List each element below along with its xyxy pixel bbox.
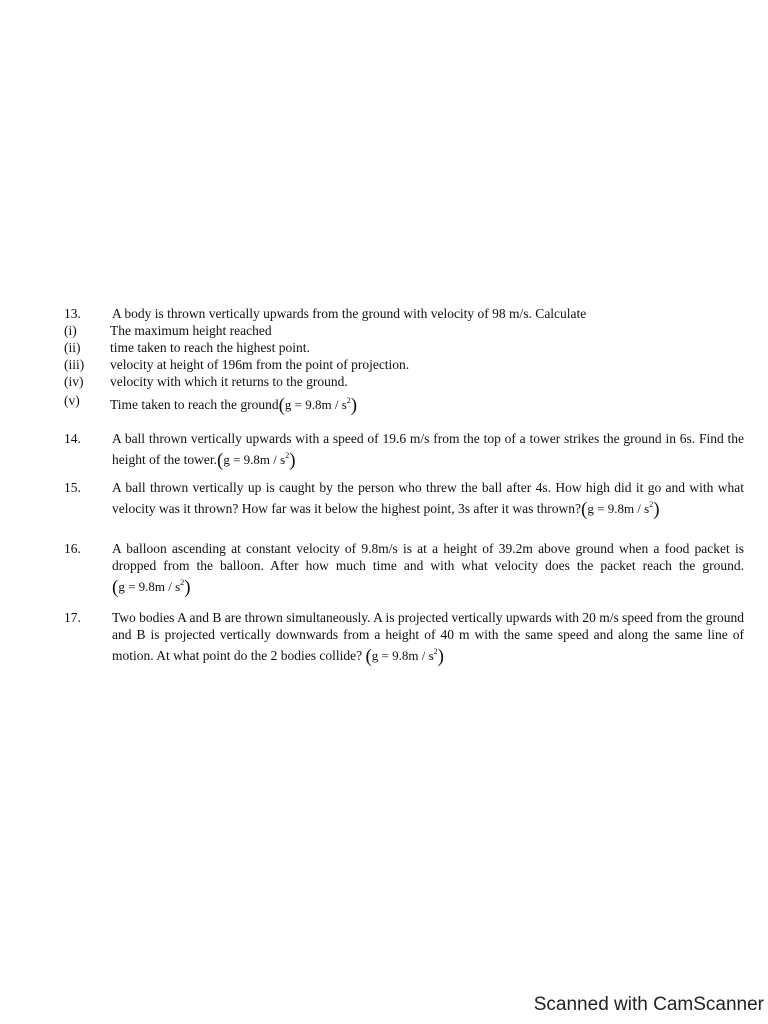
sub-question-number: (iii)	[64, 357, 85, 372]
gravity-formula: $(g = 9.8m / s^2)$	[112, 577, 191, 598]
question-number: 16.	[64, 541, 81, 556]
sub-question-number: (ii)	[64, 340, 81, 355]
question-text: A ball thrown vertically up is caught by the person who threw the ball after 4s. How high did it go and with what velocity was it thrown? How far was it below the highest point, 3s after it was thrown?	[112, 480, 744, 516]
sub-question-text: The maximum height reached	[110, 323, 272, 338]
gravity-formula: $(g = 9.8m / s^2)$	[216, 450, 296, 471]
question-text: A ball thrown vertically upwards with a speed of 19.6 m/s from the top of a tower strikes the ground in 6s. Find the height of the tower.	[112, 431, 744, 467]
question-number: 17.	[64, 610, 81, 625]
question-text: A body is thrown vertically upwards from the ground with velocity of 98 m/s. Calculate	[112, 306, 587, 321]
sub-question-number: (i)	[64, 323, 77, 338]
question-16	[64, 540, 744, 596]
scanner-watermark: Scanned with CamScanner	[533, 994, 764, 1015]
gravity-formula: $(g = 9.8m / s^2)$	[581, 499, 660, 520]
sub-question-text: Time taken to reach the ground	[110, 397, 279, 412]
sub-question-number: (iv)	[64, 374, 84, 389]
question-15	[64, 479, 744, 518]
sub-question-v	[64, 392, 744, 414]
sub-question-number: (v)	[64, 393, 80, 408]
sub-question-text: time taken to reach the highest point.	[110, 340, 310, 355]
question-number: 15.	[64, 480, 81, 495]
sub-question-text: velocity with which it returns to the ground.	[110, 374, 348, 389]
sub-question-iii	[64, 356, 744, 373]
gravity-formula: $(g = 9.8m / s^2)$	[365, 646, 444, 667]
sub-question-i	[64, 322, 744, 339]
question-text: Two bodies A and B are thrown simultaneously. A is projected vertically upwards with 20 m/s speed from the ground and B is projected vertically downwards from a height of 40 m with the same speed and along the same line of motion. At what point do the 2 bodies collide?	[112, 610, 744, 663]
question-14	[64, 430, 744, 469]
question-text: A balloon ascending at constant velocity of 9.8m/s is at a height of 39.2m above ground when a food packet is dropped from the balloon. After how much time and with what velocity does the packet reach the ground.	[112, 541, 744, 573]
sub-question-iv	[64, 373, 744, 390]
question-13	[64, 305, 744, 322]
sub-question-text: velocity at height of 196m from the point of projection.	[110, 357, 410, 372]
question-number: 13.	[64, 306, 81, 321]
question-number: 14.	[64, 431, 81, 446]
gravity-formula: $(g = 9.8m / s^2)$	[278, 395, 358, 416]
question-17	[64, 609, 744, 665]
sub-question-ii	[64, 339, 744, 356]
